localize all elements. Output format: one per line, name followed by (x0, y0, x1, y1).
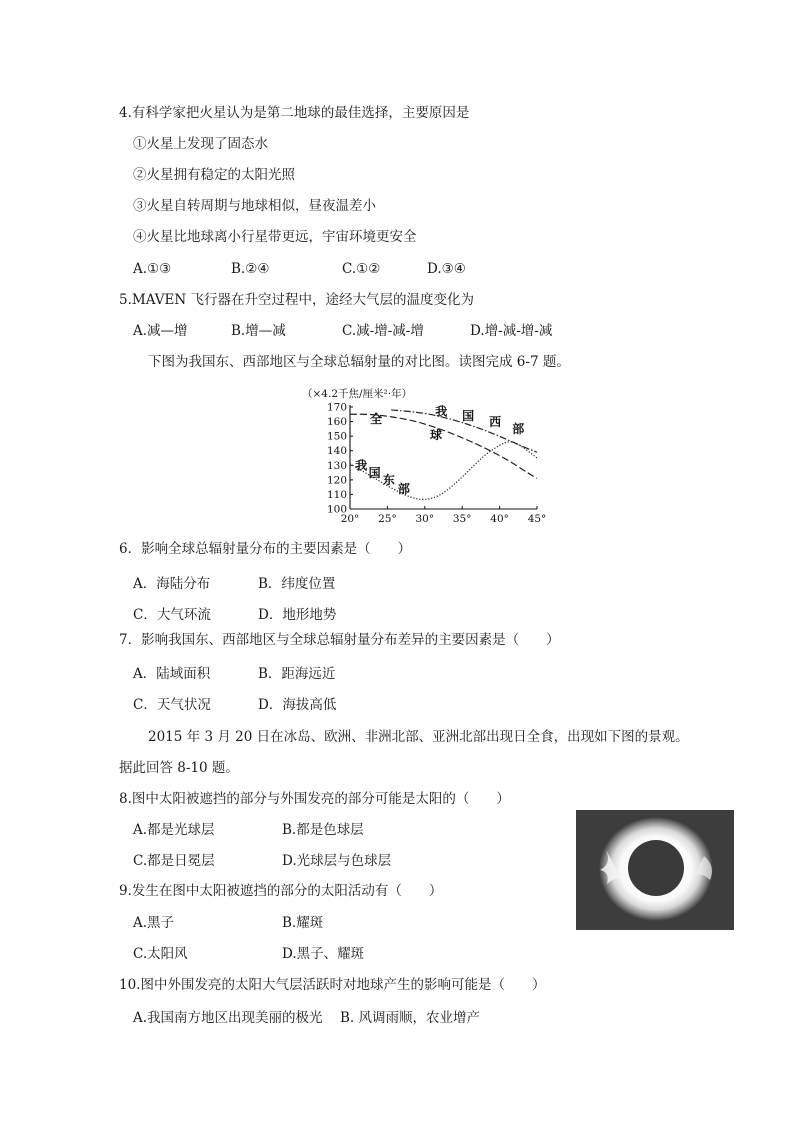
q7-option-b: B．距海远近 (258, 666, 336, 682)
q7-stem: 7．影响我国东、西部地区与全球总辐射量分布差异的主要因素是（ ） (119, 632, 560, 648)
q6-option-c: C．大气环流 (133, 607, 211, 623)
chart-series-label-char: 西 (489, 414, 502, 429)
q8-option-a: A.都是光球层 (133, 822, 215, 838)
q9-option-d: D.黑子、耀斑 (282, 946, 365, 962)
solar-eclipse-photo (576, 810, 734, 930)
chart-series-label-char: 东 (382, 473, 395, 488)
q9-option-a: A.黑子 (133, 915, 175, 931)
q4-option-a: A.①③ (133, 261, 172, 277)
q4-item-3: ③火星自转周期与地球相似，昼夜温差小 (133, 198, 376, 214)
chart-series-label-char: 部 (397, 481, 410, 496)
q8-option-c: C.都是日冕层 (133, 853, 215, 869)
q4-stem: 4.有科学家把火星认为是第二地球的最佳选择，主要原因是 (119, 105, 470, 121)
chart-x-tick-label: 20° (340, 513, 360, 525)
intro-8-10-line1: 2015 年 3 月 20 日在冰岛、欧洲、非洲北部、亚洲北部出现日全食，出现如下图的景观。 (148, 729, 689, 745)
q5-option-d: D.增-减-增-减 (470, 323, 553, 339)
q5-option-b: B.增—减 (231, 323, 286, 339)
q7-option-c: C．天气状况 (133, 697, 211, 713)
chart-x-tick-label: 40° (490, 513, 509, 525)
radiation-chart (300, 383, 550, 528)
chart-series-label-char: 球 (430, 428, 443, 443)
q6-option-a: A．海陆分布 (133, 576, 211, 592)
chart-y-tick-label: 150 (326, 430, 347, 443)
q4-option-c: C.①② (342, 261, 381, 277)
intro-6-7: 下图为我国东、西部地区与全球总辐射量的对比图。读图完成 6-7 题。 (148, 354, 570, 370)
q6-option-b: B．纬度位置 (258, 576, 336, 592)
chart-y-tick-label: 120 (326, 474, 347, 487)
chart-series-label-char: 国 (462, 409, 475, 424)
chart-y-tick-label: 160 (326, 416, 347, 429)
q10-stem: 10.图中外围发亮的太阳大气层活跃时对地球产生的影响可能是（ ） (119, 977, 546, 993)
q5-stem: 5.MAVEN 飞行器在升空过程中，途经大气层的温度变化为 (119, 292, 474, 308)
q6-option-d: D．地形地势 (258, 607, 337, 623)
q10-option-b: B. 风调雨顺，农业增产 (340, 1010, 481, 1026)
chart-y-unit-label: （×4.2千焦/厘米²·年） (302, 388, 413, 400)
q7-option-d: D．海拔高低 (258, 697, 337, 713)
q4-item-4: ④火星比地球离小行星带更远，宇宙环境更安全 (133, 229, 417, 245)
q9-option-b: B.耀斑 (282, 915, 324, 931)
chart-y-tick-label: 140 (326, 445, 347, 458)
chart-y-tick-label: 130 (326, 459, 347, 472)
q4-option-d: D.③④ (427, 261, 466, 277)
q5-option-c: C.减-增-减-增 (342, 323, 424, 339)
q8-option-b: B.都是色球层 (282, 822, 364, 838)
chart-series-label-char: 部 (512, 422, 525, 437)
q9-stem: 9.发生在图中太阳被遮挡的部分的太阳活动有（ ） (119, 883, 443, 899)
moon-disk (628, 840, 684, 896)
q4-item-2: ②火星拥有稳定的太阳光照 (133, 167, 295, 183)
q8-stem: 8.图中太阳被遮挡的部分与外围发亮的部分可能是太阳的（ ） (119, 791, 510, 807)
chart-x-tick-label: 35° (452, 513, 472, 525)
q5-option-a: A.减—增 (133, 323, 188, 339)
chart-series-label-char: 我 (435, 404, 448, 419)
q4-item-1: ①火星上发现了固态水 (133, 136, 268, 152)
chart-y-tick-label: 170 (326, 401, 347, 414)
chart-x-tick-label: 30° (415, 513, 435, 525)
intro-8-10-line2: 据此回答 8-10 题。 (119, 760, 239, 776)
q7-option-a: A．陆域面积 (133, 666, 211, 682)
chart-y-tick-label: 100 (326, 503, 347, 516)
chart-x-tick-label: 45° (527, 513, 547, 525)
chart-y-tick-label: 110 (326, 488, 347, 501)
chart-series-label-char: 国 (368, 465, 381, 480)
q4-option-b: B.②④ (231, 261, 270, 277)
q9-option-c: C.太阳风 (133, 946, 188, 962)
q10-option-a: A.我国南方地区出现美丽的极光 (133, 1010, 323, 1026)
chart-x-tick-label: 25° (378, 513, 397, 525)
q8-option-d: D.光球层与色球层 (282, 853, 392, 869)
chart-series-label-char: 全 (370, 412, 383, 427)
q6-stem: 6．影响全球总辐射量分布的主要因素是（ ） (119, 541, 412, 557)
chart-series-label-char: 我 (355, 458, 368, 473)
